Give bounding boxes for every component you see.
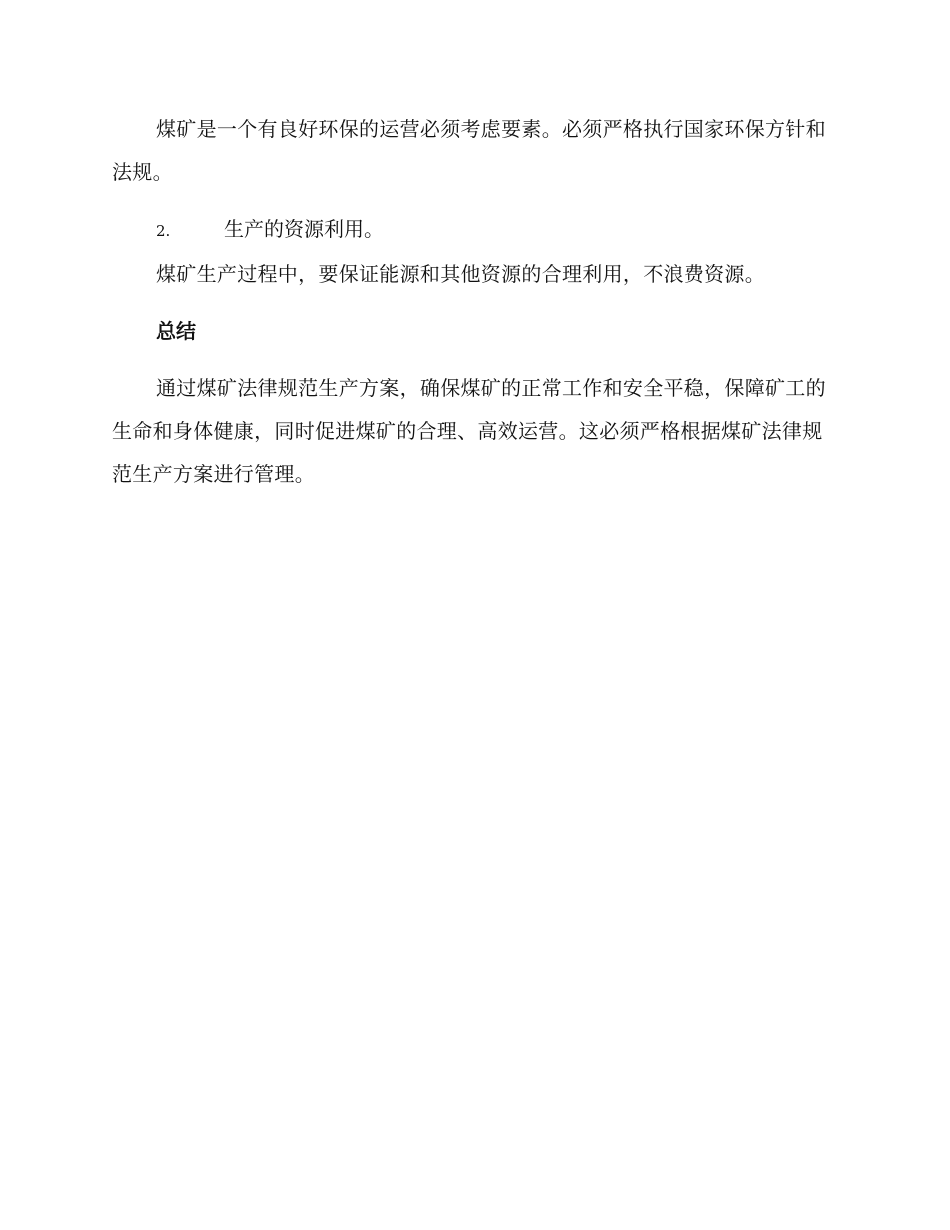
environment-paragraph: 煤矿是一个有良好环保的运营必须考虑要素。必须严格执行国家环保方针和法规。	[112, 117, 826, 184]
list-item-resource-use	[112, 208, 830, 253]
resource-paragraph: 煤矿生产过程中，要保证能源和其他资源的合理利用，不浪费资源。	[156, 262, 765, 286]
document-body	[112, 108, 830, 496]
summary-heading: 总结	[156, 319, 196, 343]
list-item-text: 生产的资源利用。	[224, 217, 384, 241]
list-number: 2.	[156, 222, 171, 240]
summary-paragraph: 通过煤矿法律规范生产方案，确保煤矿的正常工作和安全平稳，保障矿工的生命和身体健康，同时促进煤矿的合理、高效运营。这必须严格根据煤矿法律规范生产方案进行管理。	[112, 376, 826, 486]
